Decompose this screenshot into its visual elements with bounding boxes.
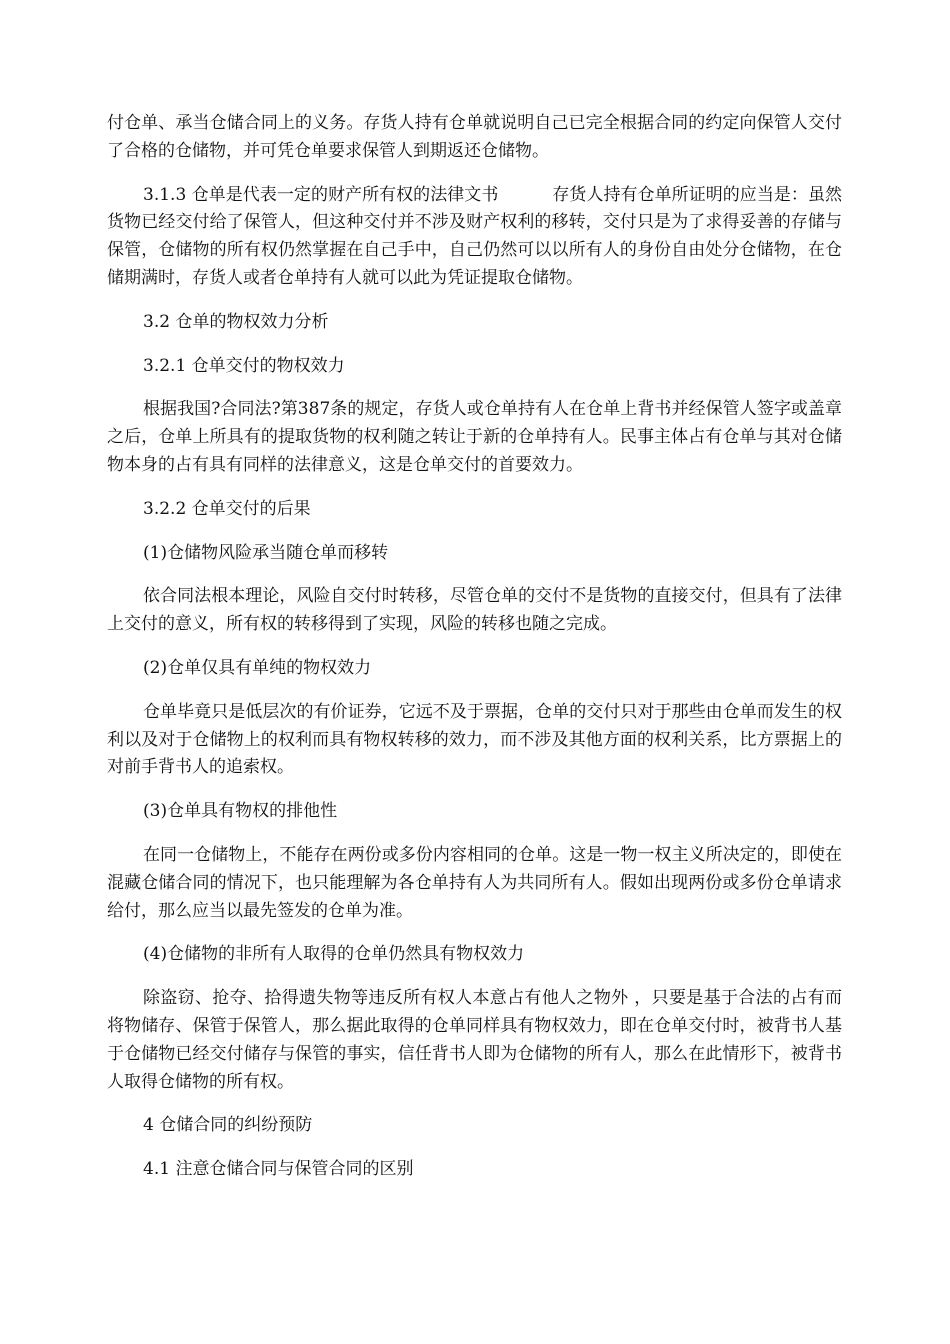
item-heading-4: (4)仓储物的非所有人取得的仓单仍然具有物权效力: [143, 944, 525, 965]
item-heading-3: (3)仓单具有物权的排他性: [143, 801, 338, 822]
item-3-body: 在同一仓储物上，不能存在两份或多份内容相同的仓单。这是一物一权主义所决定的，即使在混藏仓储合同的情况下，也只能理解为各仓单持有人为共同所有人。假如出现两份或多份仓单请求给付，那么应当以最先签发的仓单为准。: [107, 844, 842, 921]
paragraph-3-2-1-body: 根据我国?合同法?第387条的规定，存货人或仓单持有人在仓单上背书并经保管人签字或盖章之后，仓单上所具有的提取货物的权利随之转让于新的仓单持有人。民事主体占有仓单与其对仓储物本身的占有具有同样的法律意义，这是仓单交付的首要效力。: [107, 399, 842, 475]
section-heading-4: 4 仓储合同的纠纷预防: [143, 1115, 313, 1136]
item-heading-1: (1)仓储物风险承当随仓单而移转: [143, 542, 389, 563]
paragraph-1: 付仓单、承当仓储合同上的义务。存货人持有仓单就说明自己已完全根据合同的约定向保管人交付了合格的仓储物，并可凭仓单要求保管人到期返还仓储物。: [107, 113, 842, 161]
item-1-body: 依合同法根本理论，风险自交付时转移，尽管仓单的交付不是货物的直接交付，但具有了法律上交付的意义，所有权的转移得到了实现，风险的转移也随之完成。: [107, 586, 842, 635]
section-heading-3-1-3: 3.1.3 仓单是代表一定的财产所有权的法律文书: [143, 184, 499, 205]
paragraph-2: [107, 182, 842, 293]
section-heading-3-2: 3.2 仓单的物权效力分析: [143, 311, 329, 332]
section-heading-3-2-1: 3.2.1 仓单交付的物权效力: [143, 355, 345, 376]
item-2-body: 仓单毕竟只是低层次的有价证券，它远不及于票据，仓单的交付只对于那些由仓单而发生的权利以及对于仓储物上的权利而具有物权转移的效力，而不涉及其他方面的权利关系，比方票据上的对前手背书人的追索权。: [107, 701, 842, 778]
item-4-body: 除盗窃、抢夺、拾得遗失物等违反所有权人本意占有他人之物外 ，只要是基于合法的占有而将物储存、保管于保管人，那么据此取得的仓单同样具有物权效力，即在仓单交付时，被背书人基于仓储物已经交付储存与保管的事实，信任背书人即为仓储物的所有人，那么在此情形下，被背书人取得仓储物的所有权。: [107, 988, 842, 1092]
document-page: [107, 110, 842, 1200]
section-heading-3-2-2: 3.2.2 仓单交付的后果: [143, 498, 311, 519]
section-heading-4-1: 4.1 注意仓储合同与保管合同的区别: [143, 1159, 414, 1180]
paragraph-2-body: 存货人持有仓单所证明的应当是：虽然货物已经交付给了保管人，但这种交付并不涉及财产权利的移转，交付只是为了求得妥善的存储与保管，仓储物的所有权仍然掌握在自己手中，自己仍然可以以所有人的身份自由处分仓储物，在仓储期满时，存货人或者仓单持有人就可以此为凭证提取仓储物。: [107, 184, 842, 288]
item-heading-2: (2)仓单仅具有单纯的物权效力: [143, 657, 372, 678]
